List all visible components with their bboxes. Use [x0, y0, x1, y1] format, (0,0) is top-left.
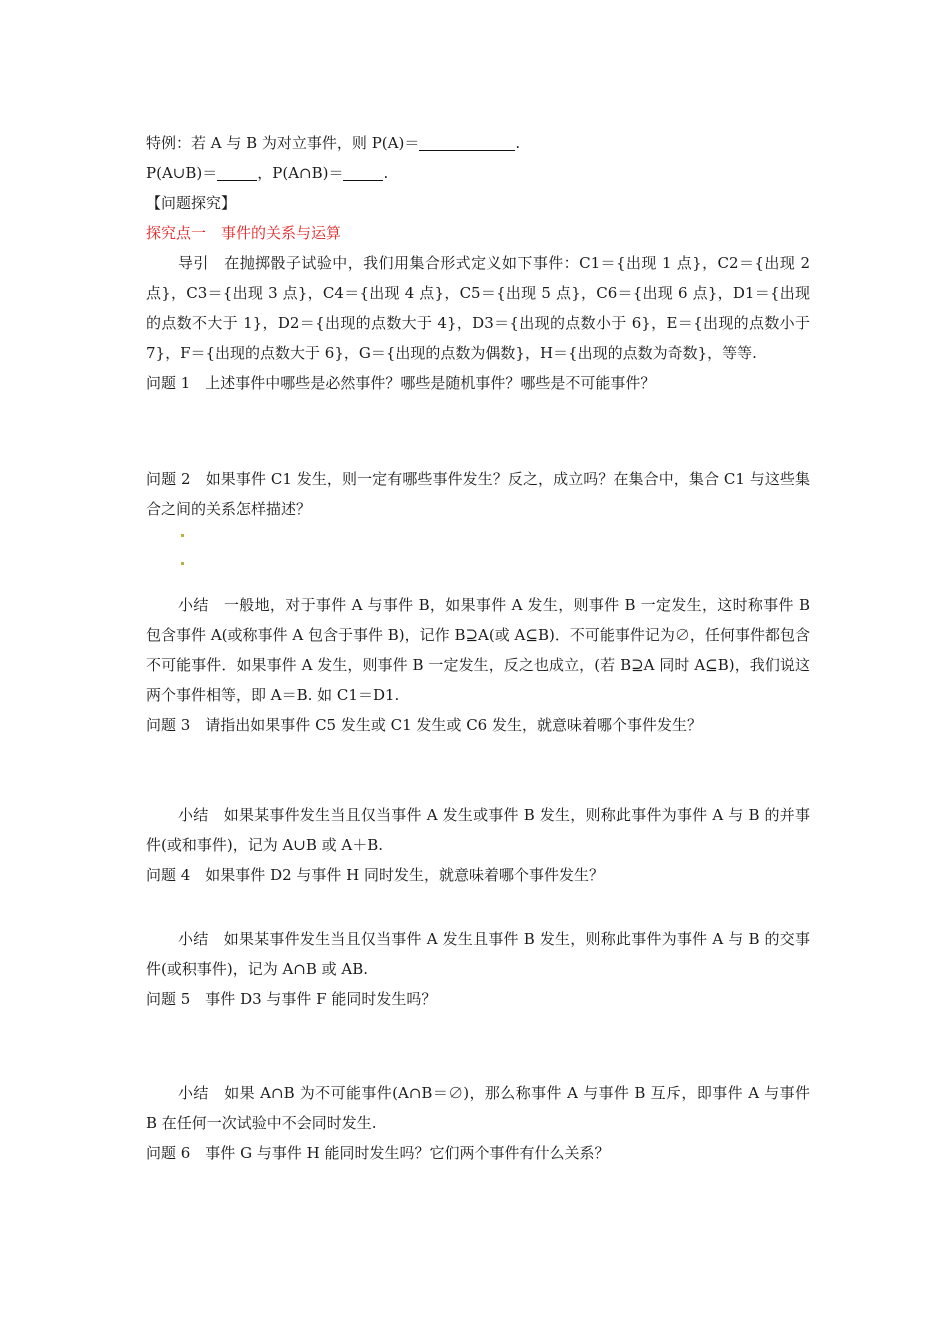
- union-probability-label: P(A∪B)＝: [146, 164, 218, 182]
- answer-space: [146, 398, 810, 464]
- answer-space: [146, 1014, 810, 1078]
- question-2: 问题 2 如果事件 C1 发生，则一定有哪些事件发生？反之，成立吗？在集合中，集合 C1 与这些集合之间的关系怎样描述？: [146, 470, 810, 518]
- answer-space: [146, 890, 810, 924]
- answer-blank[interactable]: [419, 132, 515, 151]
- stray-mark: [181, 534, 184, 537]
- intersection-probability-label: P(A∩B)＝: [272, 164, 344, 182]
- explore-heading: 探究点一 事件的关系与运算: [146, 224, 342, 242]
- stray-mark: [181, 562, 184, 565]
- summary-mutually-exclusive: 小结 如果 A∩B 为不可能事件(A∩B＝∅)，那么称事件 A 与事件 B 互斥，即事件 A 与事件 B 在任何一次试验中不会同时发生.: [146, 1084, 810, 1132]
- question-6: 问题 6 事件 G 与事件 H 能同时发生吗？它们两个事件有什么关系？: [146, 1144, 610, 1162]
- special-case-text: 特例：若 A 与 B 为对立事件，则 P(A)＝: [146, 134, 420, 152]
- question-4: 问题 4 如果事件 D2 与事件 H 同时发生，就意味着哪个事件发生？: [146, 866, 605, 884]
- answer-blank[interactable]: [217, 162, 257, 181]
- special-case-line-2: [146, 158, 810, 188]
- summary-union: 小结 如果某事件发生当且仅当事件 A 发生或事件 B 发生，则称此事件为事件 A 与 B 的并事件(或和事件)，记为 A∪B 或 A＋B.: [146, 806, 811, 854]
- answer-blank[interactable]: [343, 162, 383, 181]
- question-3: 问题 3 请指出如果事件 C5 发生或 C1 发生或 C6 发生，就意味着哪个事件发生？: [146, 716, 702, 734]
- summary-intersection: 小结 如果某事件发生当且仅当事件 A 发生且事件 B 发生，则称此事件为事件 A 与 B 的交事件(或积事件)，记为 A∩B 或 AB.: [146, 930, 811, 978]
- period: .: [515, 134, 521, 152]
- answer-space: [146, 740, 810, 800]
- summary-subset: 小结 一般地，对于事件 A 与事件 B，如果事件 A 发生，则事件 B 一定发生，这时称事件 B 包含事件 A(或称事件 A 包含于事件 B)，记作 B⊇A(或 A⊆B)．不可能事件记为∅，任何事件都包含不可能事件．如果事件 A 发生，则事件 B 一定发生，反之也成立，(若 B⊇A 同时 A⊆B)，我们说这两个事件相等，即 A＝B. 如 C1＝D1.: [146, 596, 810, 704]
- question-5: 问题 5 事件 D3 与事件 F 能同时发生吗？: [146, 990, 437, 1008]
- question-1: 问题 1 上述事件中哪些是必然事件？哪些是随机事件？哪些是不可能事件？: [146, 374, 656, 392]
- answer-space: [146, 524, 810, 580]
- intro-paragraph: 导引 在抛掷骰子试验中，我们用集合形式定义如下事件：C1＝{出现 1 点}，C2＝{出现 2 点}，C3＝{出现 3 点}，C4＝{出现 4 点}，C5＝{出现 5 点}，C6＝{出现 6 点}，D1＝{出现的点数不大于 1}，D2＝{出现的点数大于 4}，D3＝{出现的点数小于 6}，E＝{出现的点数小于 7}，F＝{出现的点数大于 6}，G＝{出现的点数为偶数}，H＝{出现的点数为奇数}，等等.: [146, 254, 810, 362]
- period: .: [383, 164, 389, 182]
- separator: ，: [257, 164, 273, 182]
- special-case-line-1: [146, 128, 810, 158]
- worksheet-page: [146, 128, 810, 1168]
- section-heading: 【问题探究】: [146, 194, 237, 212]
